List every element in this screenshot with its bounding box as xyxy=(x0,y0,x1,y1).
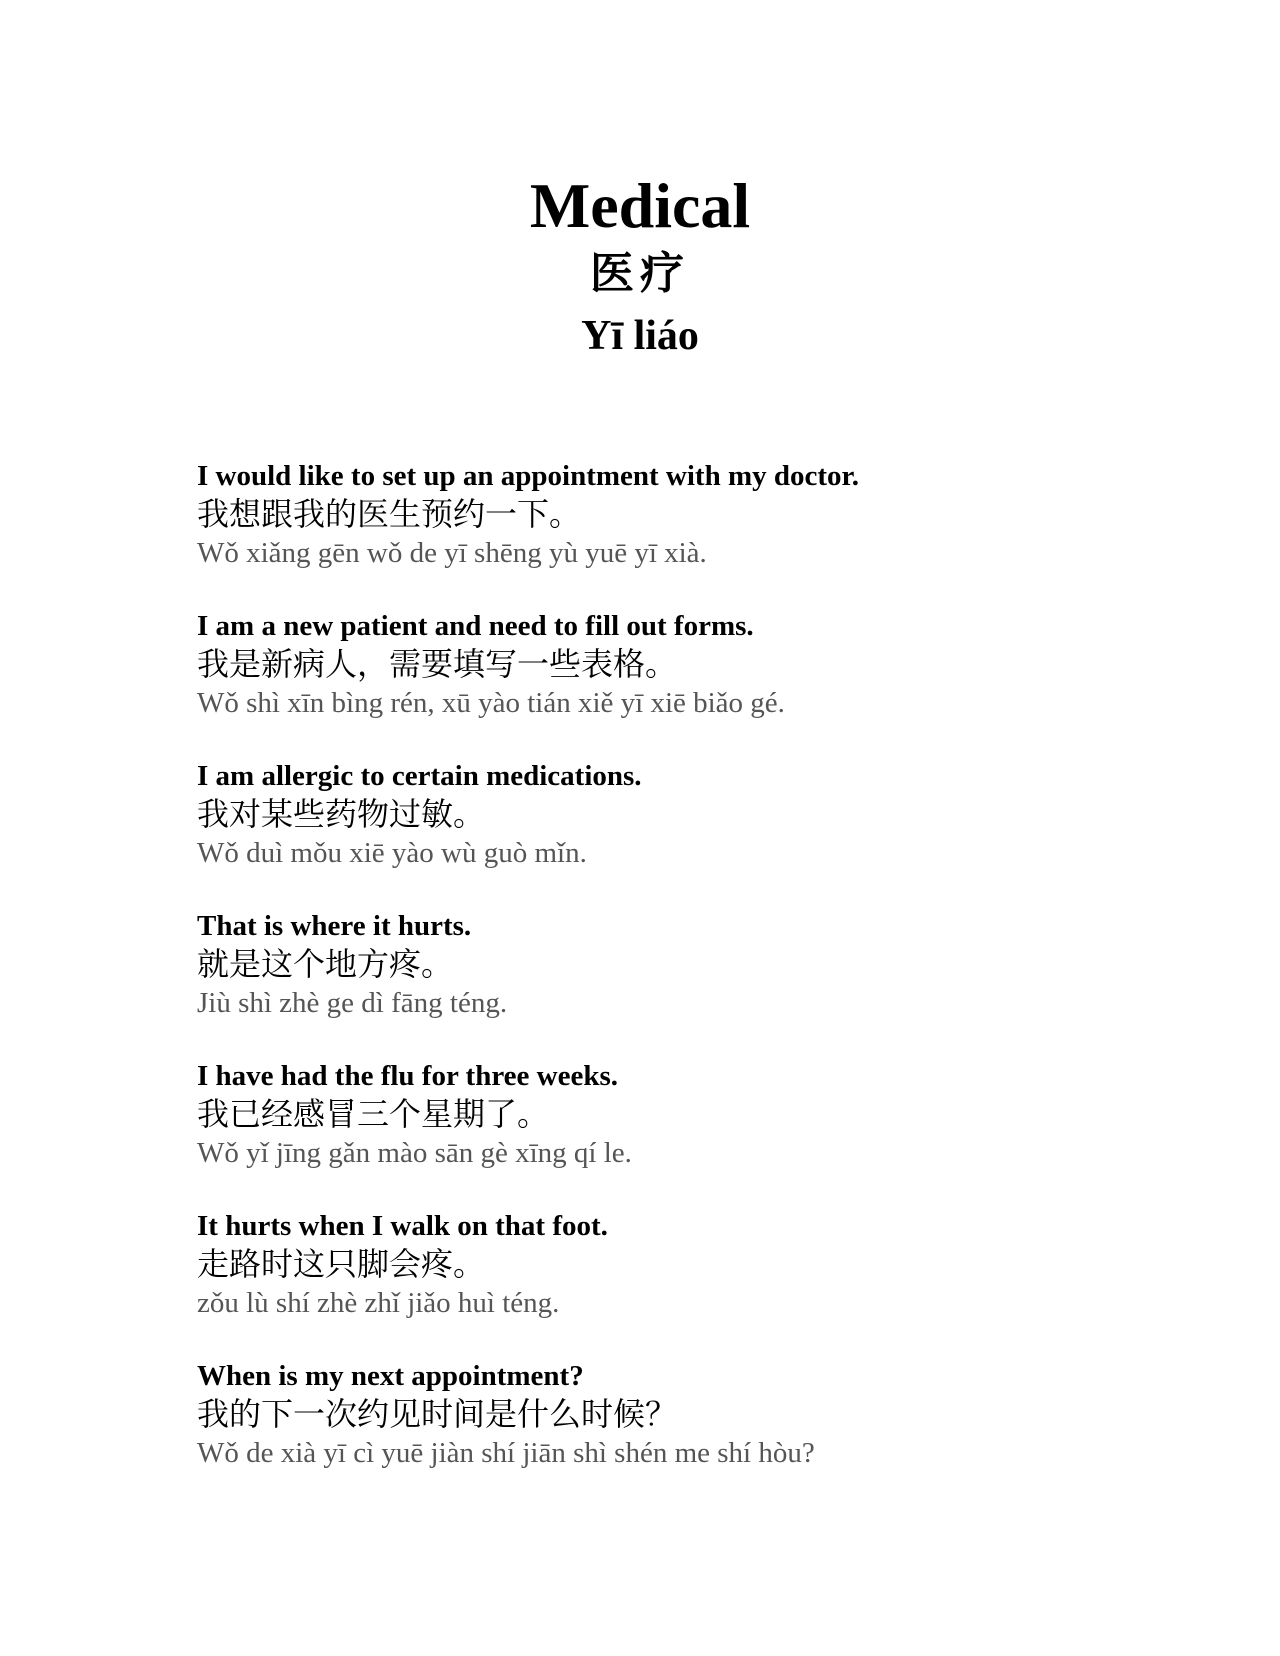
title-block xyxy=(0,168,1280,364)
phrase-english: I would like to set up an appointment with my doctor. xyxy=(197,460,859,492)
phrase-pinyin: Wǒ de xià yī cì yuē jiàn shí jiān shì shén me shí hòu? xyxy=(197,1437,815,1469)
phrase-chinese: 就是这个地方疼。 xyxy=(197,945,454,983)
phrase-item xyxy=(197,1358,1197,1508)
phrase-chinese: 我对某些药物过敏。 xyxy=(197,795,486,833)
phrase-item xyxy=(197,608,1197,758)
phrase-item xyxy=(197,458,1197,608)
phrase-pinyin: Wǒ duì mǒu xiē yào wù guò mǐn. xyxy=(197,837,587,869)
phrase-english: I have had the flu for three weeks. xyxy=(197,1060,619,1092)
phrase-english: It hurts when I walk on that foot. xyxy=(197,1210,608,1242)
page-title-chinese: 医疗 xyxy=(590,248,690,299)
phrase-english: I am a new patient and need to fill out forms. xyxy=(197,610,754,642)
phrase-pinyin: Wǒ yǐ jīng gǎn mào sān gè xīng qí le. xyxy=(197,1137,632,1169)
phrase-item xyxy=(197,908,1197,1058)
phrase-chinese: 我的下一次约见时间是什么时候？ xyxy=(197,1395,678,1433)
phrase-pinyin: Wǒ shì xīn bìng rén, xū yào tián xiě yī xiē biǎo gé. xyxy=(197,687,785,719)
phrase-chinese: 我是新病人，需要填写一些表格。 xyxy=(197,645,678,683)
phrase-item xyxy=(197,1058,1197,1208)
phrase-english: That is where it hurts. xyxy=(197,910,472,942)
phrase-chinese: 我想跟我的医生预约一下。 xyxy=(197,495,582,533)
phrase-chinese: 走路时这只脚会疼。 xyxy=(197,1245,486,1283)
phrase-pinyin: Wǒ xiǎng gēn wǒ de yī shēng yù yuē yī xià. xyxy=(197,537,707,569)
phrase-english: I am allergic to certain medications. xyxy=(197,760,642,792)
phrase-item xyxy=(197,1208,1197,1358)
phrase-list xyxy=(197,458,1197,1508)
page-title: Medical xyxy=(529,170,751,241)
phrase-pinyin: Jiù shì zhè ge dì fāng téng. xyxy=(197,987,508,1019)
page-title-pinyin: Yī liáo xyxy=(581,313,699,359)
phrase-pinyin: zǒu lù shí zhè zhǐ jiǎo huì téng. xyxy=(197,1287,560,1319)
phrase-english: When is my next appointment? xyxy=(197,1360,584,1392)
phrase-item xyxy=(197,758,1197,908)
phrase-chinese: 我已经感冒三个星期了。 xyxy=(197,1095,550,1133)
